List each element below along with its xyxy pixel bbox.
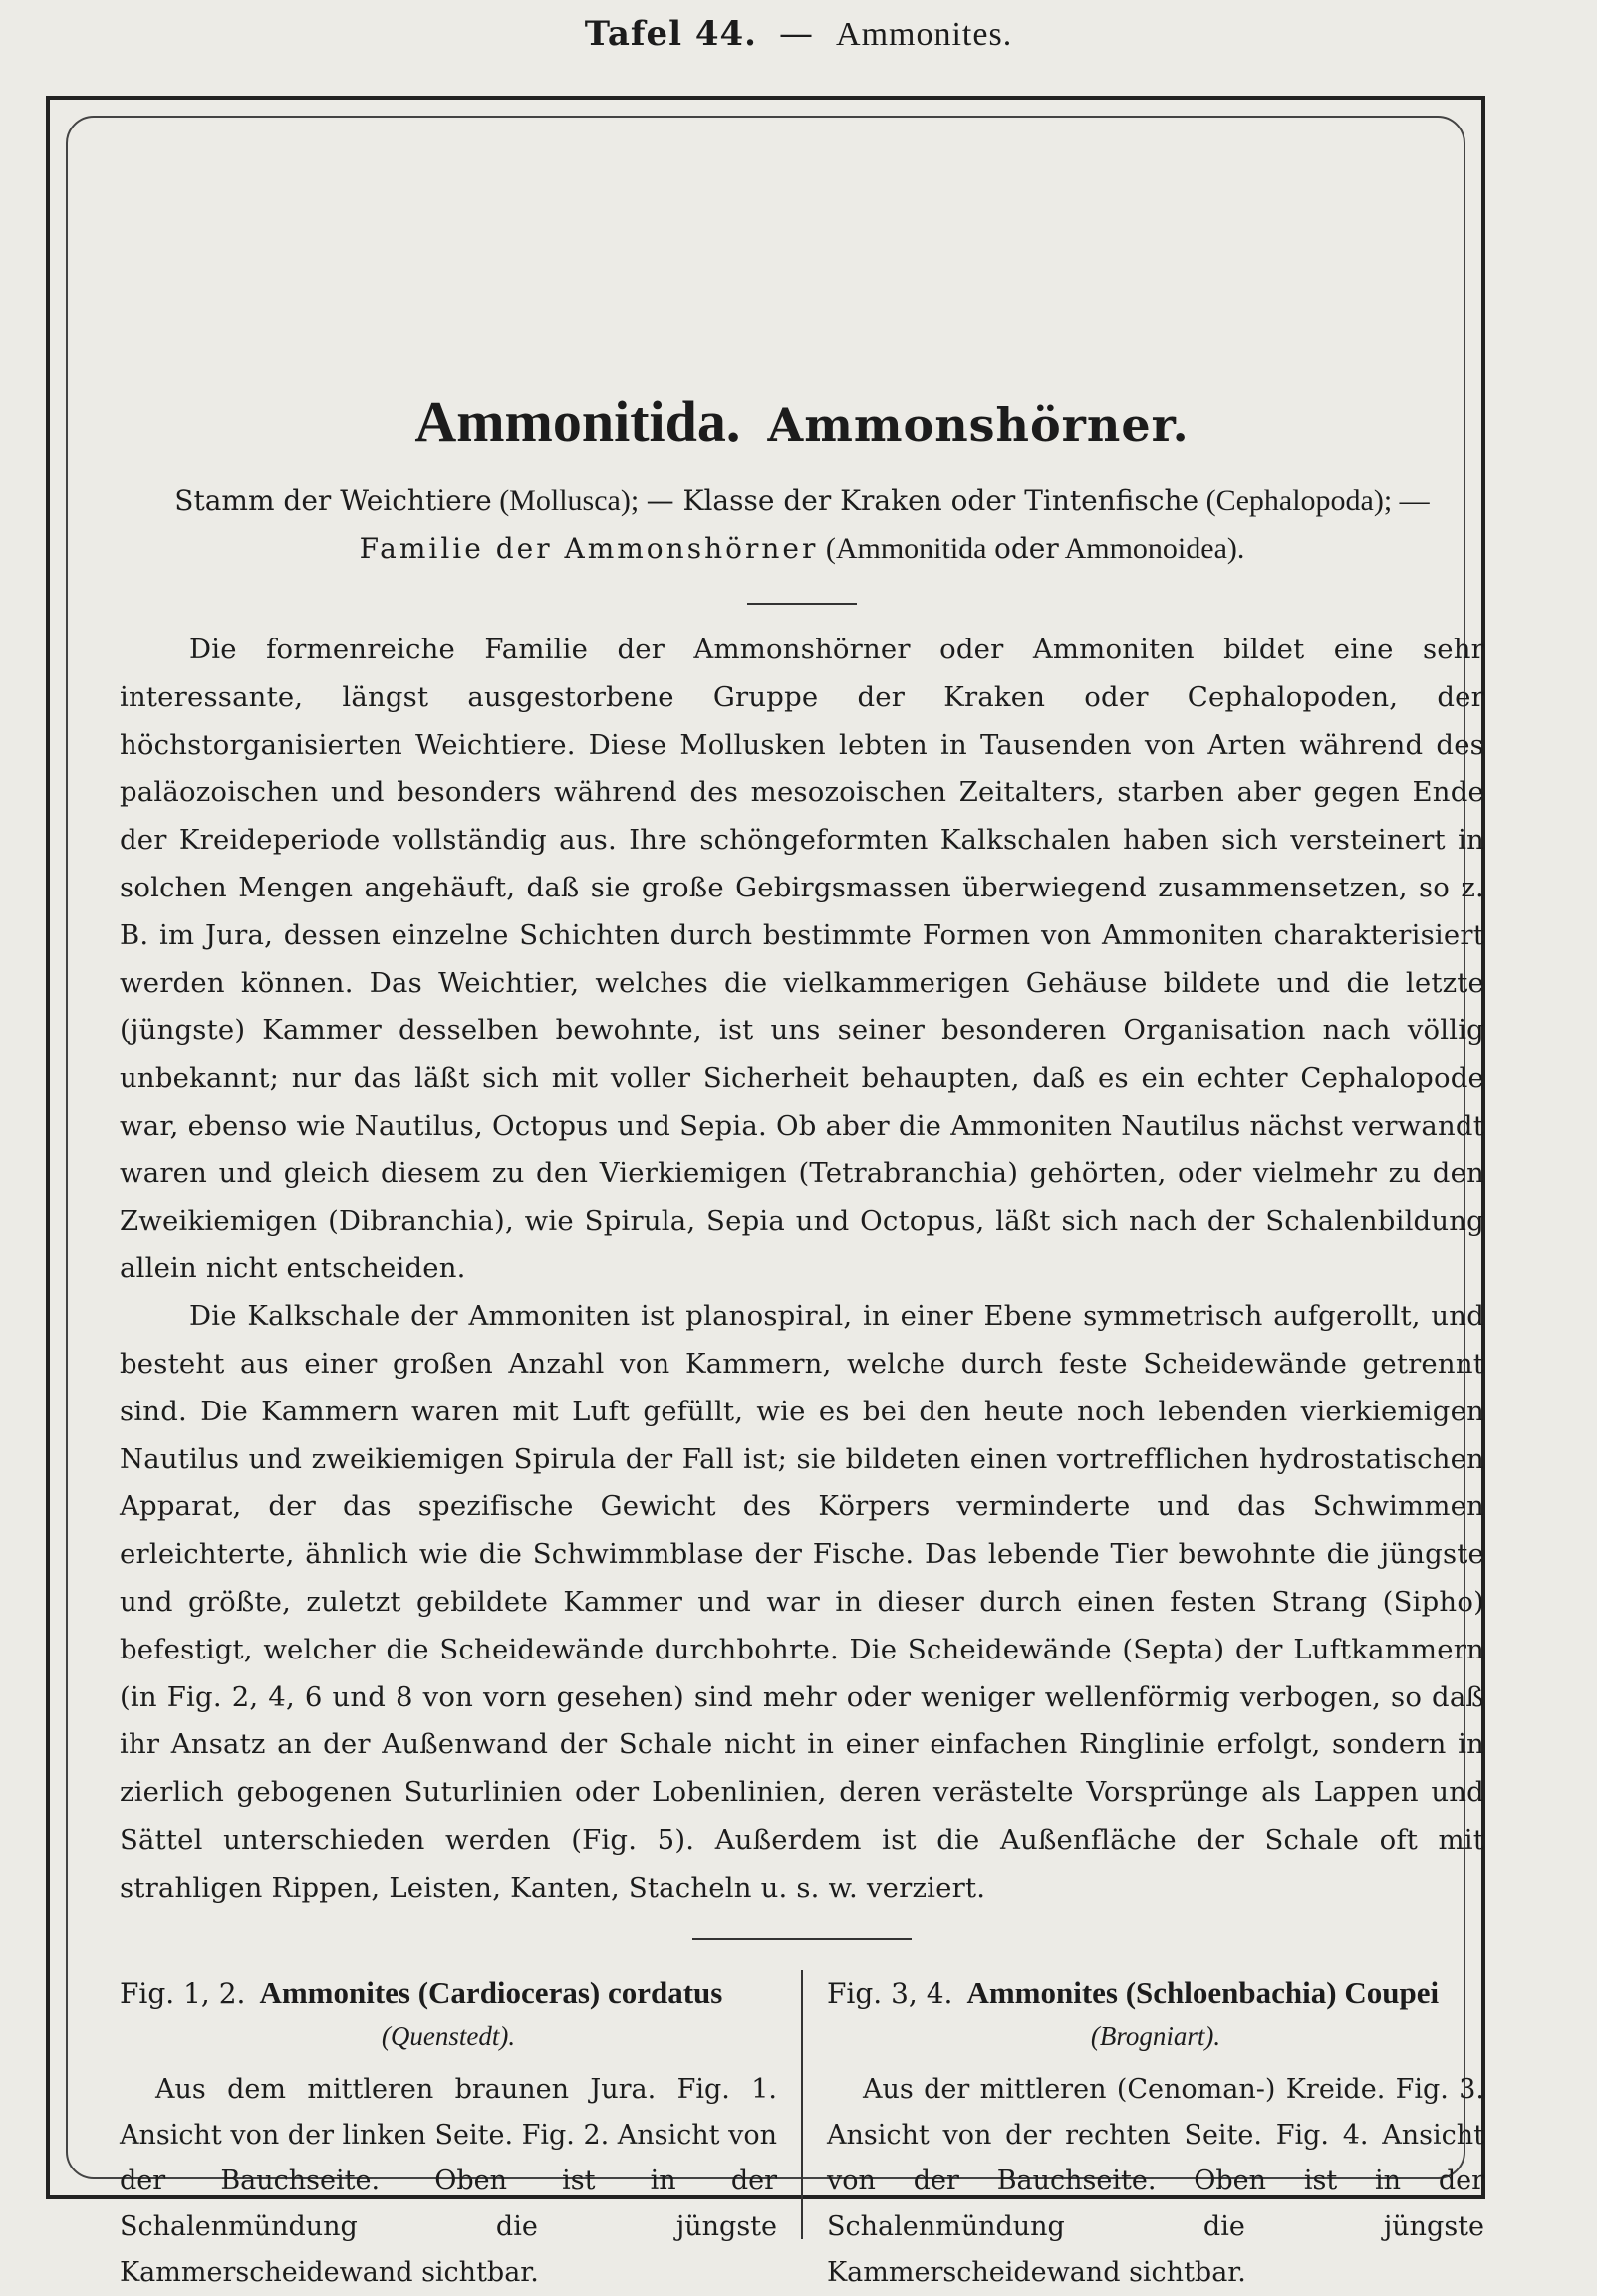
title-latin: Ammonitida.	[414, 389, 741, 454]
figure-caption	[120, 1970, 801, 2296]
body-text	[120, 627, 1484, 1913]
class-german: — Klasse der Kraken oder Tintenfische	[646, 484, 1199, 517]
paragraph: Die Kalkschale der Ammoniten ist planospiral, in einer Ebene symmetrisch aufgerollt, und besteht aus einer großen Anzahl von Kammern, welche durch feste Scheidewände getrennt sind. Die Kammern waren mit Luft gefüllt, wie es bei den heute noch lebenden vierkiemigen Nautilus und zweikiemigen Spirula der Fall ist; sie bildeten einen vortrefflichen hydrostatischen Apparat, der das spezifische Gewicht des Körpers verminderte und das Schwimmen erleichterte, ähnlich wie die Schwimmblase der Fische. Das lebende Tier bewohnte die jüngste und größte, zuletzt gebildete Kammer und war in dieser durch einen festen Strang (Sipho) befestigt, welcher die Scheidewände durchbohrte. Die Scheidewände (Septa) der Luftkammern (in Fig. 2, 4, 6 und 8 von vorn gesehen) sind mehr oder weniger wellenförmig verbogen, so daß ihr Ansatz an der Außenwand der Schale nicht in einer einfachen Ringlinie erfolgt, sondern in zierlich gebogenen Suturlinien oder Lobenlinien, deren verästelte Vorsprünge als Lappen und Sättel unterschieden werden (Fig. 5). Außerdem ist die Außenfläche der Schale oft mit strahligen Rippen, Leisten, Kanten, Stacheln u. s. w. verziert.	[120, 1300, 1484, 1904]
header-separator: —	[779, 14, 815, 54]
family-german: Familie der Ammonshörner	[359, 532, 819, 565]
figure-captions	[120, 1970, 1484, 2296]
species-author: (Quenstedt).	[381, 2020, 516, 2051]
section-rule	[692, 1938, 912, 1940]
figure-numbers: Fig. 1, 2.	[120, 1976, 246, 2010]
class-latin: (Cephalopoda); —	[1205, 484, 1430, 517]
plate-subject: Ammonites.	[836, 16, 1013, 53]
page-title	[120, 388, 1484, 455]
classification	[120, 477, 1484, 573]
figure-caption	[803, 1970, 1484, 2296]
figure-description: Aus der mittleren (Cenoman-) Kreide. Fig. 3. Ansicht von der rechten Seite. Fig. 4. Ansicht von der Bauchseite. Oben ist in der Schalenmündung die jüngste Kammerscheidewand sichtbar.	[827, 2073, 1484, 2288]
paragraph: Die formenreiche Familie der Ammonshörner oder Ammoniten bildet eine sehr interessante, längst ausgestorbene Gruppe der Kraken oder Cephalopoden, der höchstorganisierten Weichtiere. Diese Mollusken lebten in Tausenden von Arten während des paläozoischen und besonders während des mesozoischen Zeitalters, starben aber gegen Ende der Kreideperiode vollständig aus. Ihre schöngeformten Kalkschalen haben sich versteinert in solchen Mengen angehäuft, daß sie große Gebirgsmassen überwiegend zusammensetzen, so z. B. im Jura, dessen einzelne Schichten durch bestimmte Formen von Ammoniten charakterisiert werden können. Das Weichtier, welches die vielkammerigen Gehäuse bildete und die letzte (jüngste) Kammer desselben bewohnte, ist uns seiner besonderen Organisation nach völlig unbekannt; nur das läßt sich mit voller Sicherheit behaupten, daß es ein echter Cephalopode war, ebenso wie Nautilus, Octopus und Sepia. Ob aber die Ammoniten Nautilus nächst verwandt waren und gleich diesem zu den Vierkiemigen (Tetrabranchia) gehörten, oder vielmehr zu den Zweikiemigen (Dibranchia), wie Spirula, Sepia und Octopus, läßt sich nach der Schalenbildung allein nicht entscheiden.	[120, 634, 1484, 1285]
figure-heading	[120, 1970, 777, 2017]
figure-heading	[827, 1970, 1484, 2017]
plate-number: Tafel 44.	[584, 14, 758, 54]
species-author: (Brogniart).	[1090, 2020, 1221, 2051]
section-rule	[747, 603, 857, 605]
species-name: Ammonites (Cardioceras) cordatus	[259, 1974, 723, 2010]
figure-description: Aus dem mittleren braunen Jura. Fig. 1. Ansicht von der linken Seite. Fig. 2. Ansicht von der Bauchseite. Oben ist in der Schalenmündung die jüngste Kammerscheidewand sichtbar.	[120, 2073, 778, 2288]
family-latin: (Ammonitida	[825, 532, 987, 565]
figure-numbers: Fig. 3, 4.	[827, 1976, 953, 2010]
species-name: Ammonites (Schloenbachia) Coupei	[966, 1974, 1440, 2010]
phylum-german: Stamm der Weichtiere	[174, 484, 492, 517]
page-content	[120, 369, 1484, 2296]
family-conjunction: oder	[993, 532, 1059, 565]
family-latin-alt: Ammonoidea).	[1064, 532, 1245, 565]
title-german: Ammonshörner.	[767, 398, 1190, 452]
phylum-latin: (Mollusca);	[499, 484, 640, 517]
running-head	[0, 14, 1597, 54]
classification-line-2	[120, 525, 1484, 573]
classification-line-1	[120, 477, 1484, 525]
